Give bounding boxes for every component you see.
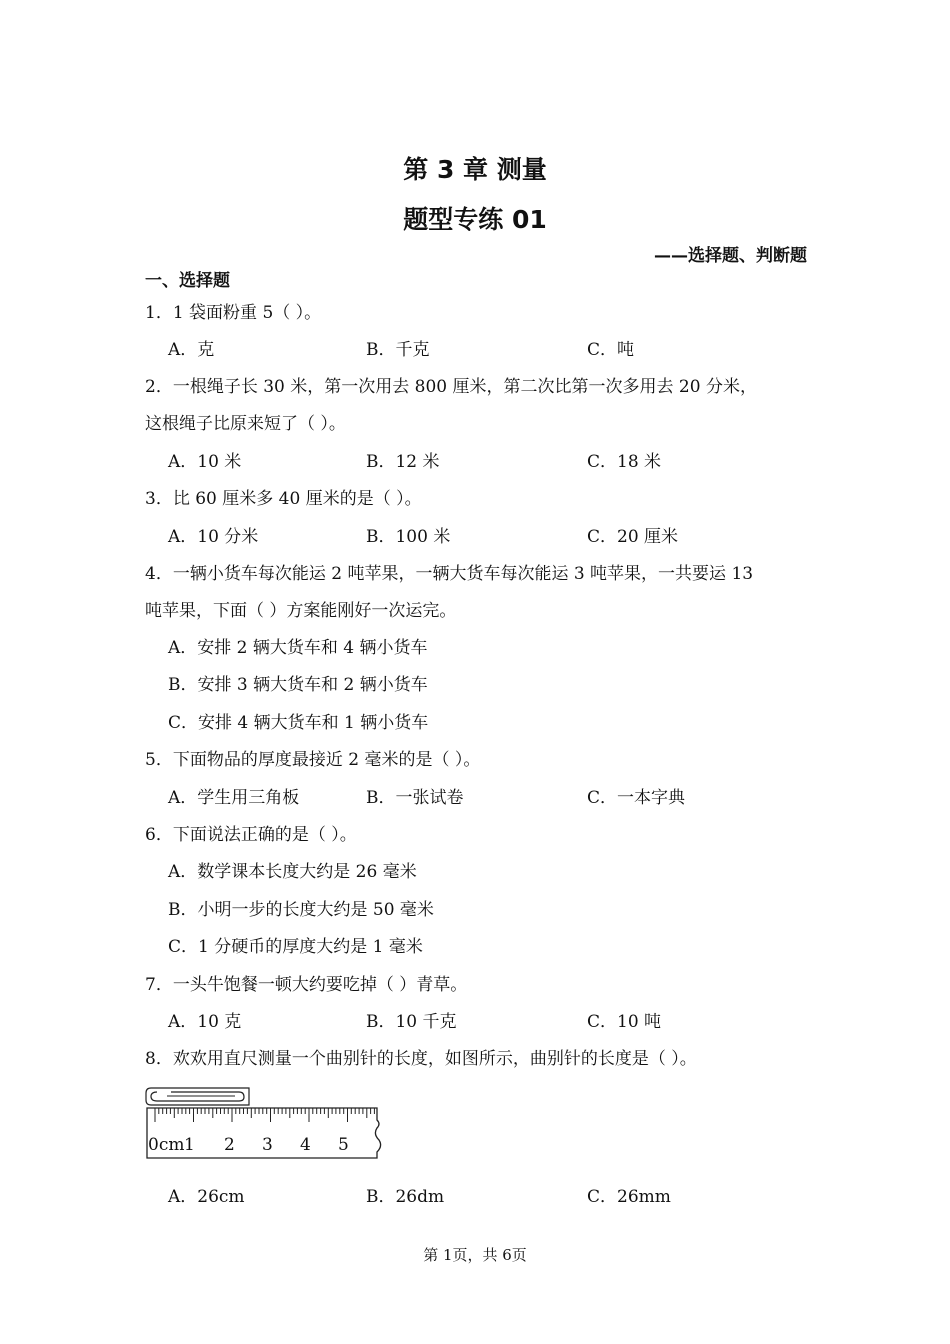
ruler-label-4: 4 — [300, 1135, 311, 1155]
question-2-text-line-2: 这根绳子比原来短了（ ）。 — [145, 414, 346, 434]
question-2-option-c: C．18 米 — [587, 452, 662, 472]
question-5-option-c: C．一本字典 — [587, 788, 686, 808]
ruler-figure — [145, 1086, 385, 1164]
ruler-label-3: 3 — [262, 1135, 273, 1155]
question-5-option-b: B．一张试卷 — [366, 788, 464, 808]
question-3-text: 3．比 60 厘米多 40 厘米的是（ ）。 — [145, 489, 422, 509]
ruler-label-5: 5 — [338, 1135, 349, 1155]
page-footer: 第 1页，共 6页 — [423, 1246, 527, 1264]
question-7-text: 7．一头牛饱餐一顿大约要吃掉（ ）青草。 — [145, 975, 468, 995]
chapter-title: 第 3 章 测量 — [403, 155, 547, 184]
question-1-text: 1．1 袋面粉重 5（ ）。 — [145, 303, 322, 323]
question-6-option-c: C．1 分硬币的厚度大约是 1 毫米 — [168, 937, 423, 957]
question-1-option-b: B．千克 — [366, 340, 430, 360]
question-3-option-a: A．10 分米 — [168, 527, 259, 547]
question-5-text: 5．下面物品的厚度最接近 2 毫米的是（ ）。 — [145, 750, 481, 770]
question-7-option-b: B．10 千克 — [366, 1012, 457, 1032]
question-4-option-a: A．安排 2 辆大货车和 4 辆小货车 — [168, 638, 428, 658]
question-4-text-line-2: 吨苹果，下面（ ）方案能刚好一次运完。 — [145, 601, 457, 621]
question-3-option-b: B．100 米 — [366, 527, 451, 547]
question-8-option-a: A．26cm — [168, 1187, 245, 1207]
question-3-option-c: C．20 厘米 — [587, 527, 679, 547]
question-6-option-a: A．数学课本长度大约是 26 毫米 — [168, 862, 417, 882]
practice-title: 题型专练 01 — [403, 205, 547, 234]
question-1-option-a: A．克 — [168, 340, 215, 360]
question-8-option-c: C．26mm — [587, 1187, 671, 1207]
section-heading: 一、选择题 — [145, 271, 230, 291]
ruler-label-2: 2 — [224, 1135, 235, 1155]
question-4-text-line-1: 4．一辆小货车每次能运 2 吨苹果，一辆大货车每次能运 3 吨苹果，一共要运 13 — [145, 564, 754, 584]
question-6-text: 6．下面说法正确的是（ ）。 — [145, 825, 357, 845]
question-8-text: 8．欢欢用直尺测量一个曲别针的长度，如图所示，曲别针的长度是（ ）。 — [145, 1049, 697, 1069]
ruler-zero-label: 0cm — [148, 1135, 185, 1155]
question-4-option-b: B．安排 3 辆大货车和 2 辆小货车 — [168, 675, 428, 695]
question-1-option-c: C．吨 — [587, 340, 635, 360]
question-8-option-b: B．26dm — [366, 1187, 445, 1207]
question-2-text-line-1: 2．一根绳子长 30 米，第一次用去 800 厘米，第二次比第一次多用去 20 分米， — [145, 377, 757, 397]
question-2-option-b: B．12 米 — [366, 452, 440, 472]
paperclip-icon — [146, 1088, 249, 1105]
page-subtitle: ——选择题、判断题 — [654, 246, 807, 266]
question-5-option-a: A．学生用三角板 — [168, 788, 300, 808]
question-4-option-c: C．安排 4 辆大货车和 1 辆小货车 — [168, 713, 429, 733]
ruler-label-1: 1 — [184, 1135, 195, 1155]
question-7-option-c: C．10 吨 — [587, 1012, 662, 1032]
question-7-option-a: A．10 克 — [168, 1012, 242, 1032]
question-6-option-b: B．小明一步的长度大约是 50 毫米 — [168, 900, 434, 920]
question-2-option-a: A．10 米 — [168, 452, 242, 472]
